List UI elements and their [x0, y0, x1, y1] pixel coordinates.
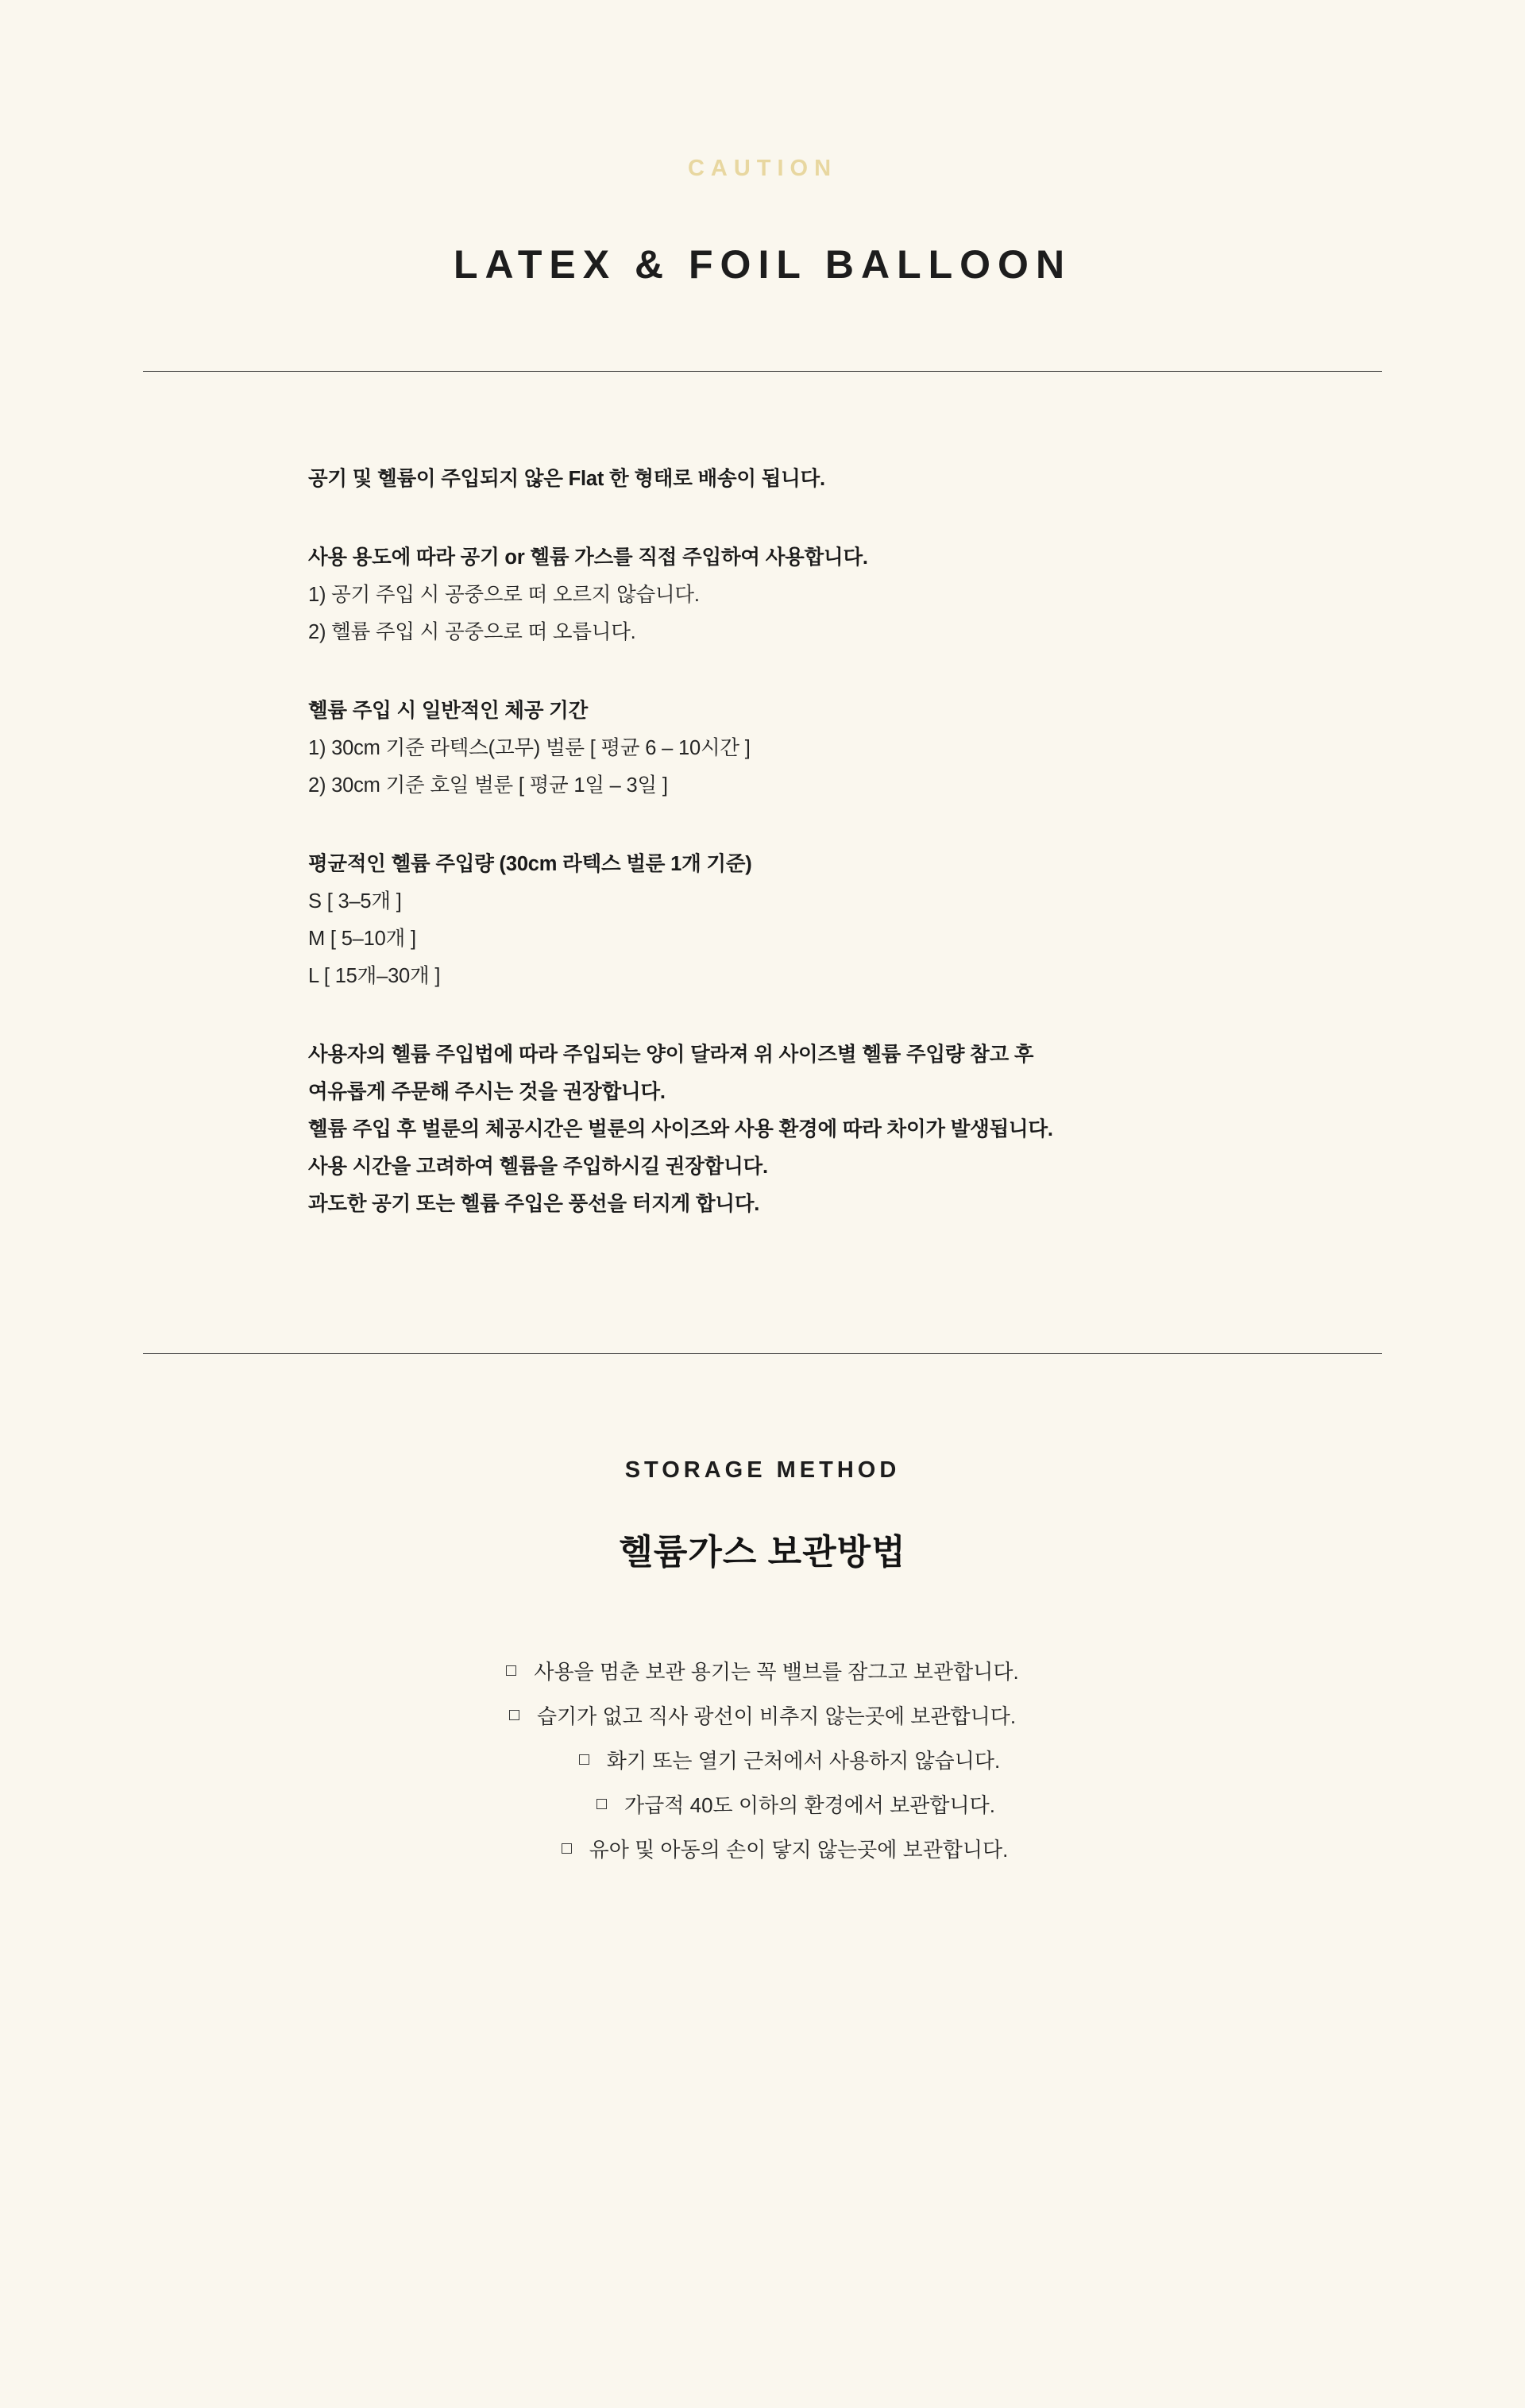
paragraph-line: 1) 공기 주입 시 공중으로 떠 오르지 않습니다. — [308, 584, 700, 606]
list-item — [0, 1783, 1525, 1827]
caution-eyebrow: CAUTION — [687, 156, 838, 181]
list-item-label: 사용을 멈춘 보관 용기는 꼭 밸브를 잠그고 보관합니다. — [534, 1660, 1019, 1684]
paragraph-line: L [ 15개–30개 ] — [308, 965, 441, 987]
paragraph-line: 사용 시간을 고려하여 헬륨을 주입하시길 권장합니다. — [308, 1156, 768, 1178]
paragraph-line: 여유롭게 주문해 주시는 것을 권장합니다. — [308, 1081, 666, 1103]
document-page — [0, 156, 1525, 2408]
list-item — [0, 1694, 1525, 1738]
paragraph — [308, 1036, 1382, 1223]
storage-title: 헬륨가스 보관방법 — [619, 1533, 906, 1572]
bullet-square-icon — [509, 1710, 519, 1720]
paragraph — [308, 539, 1382, 651]
bullet-square-icon — [506, 1665, 516, 1676]
paragraph-line: 헬륨 주입 시 일반적인 체공 기간 — [308, 700, 589, 722]
bullet-square-icon — [579, 1754, 589, 1765]
paragraph-line: 헬륨 주입 후 벌룬의 체공시간은 벌룬의 사이즈와 사용 환경에 따라 차이가 발생됩니다. — [308, 1118, 1053, 1140]
paragraph — [308, 846, 1382, 995]
storage-method-list — [0, 1650, 1525, 1872]
bullet-square-icon — [596, 1799, 607, 1809]
bullet-square-icon — [562, 1843, 572, 1854]
paragraph-line: 평균적인 헬륨 주입량 (30cm 라텍스 벌룬 1개 기준) — [308, 853, 752, 875]
list-item-label: 가급적 40도 이하의 환경에서 보관합니다. — [624, 1793, 995, 1817]
paragraph-line: M [ 5–10개 ] — [308, 928, 416, 950]
paragraph-line: 과도한 공기 또는 헬륨 주입은 풍선을 터지게 합니다. — [308, 1193, 760, 1215]
paragraph-line: 사용자의 헬륨 주입법에 따라 주입되는 양이 달라져 위 사이즈별 헬륨 주입량 참고 후 — [308, 1044, 1034, 1066]
page-title: LATEX & FOIL BALLOON — [453, 242, 1072, 287]
list-item-label: 유아 및 아동의 손이 닿지 않는곳에 보관합니다. — [589, 1838, 1009, 1862]
paragraph — [308, 693, 1382, 805]
paragraph-line: 공기 및 헬륨이 주입되지 않은 Flat 한 형태로 배송이 됩니다. — [308, 468, 825, 490]
paragraph-line: 2) 헬륨 주입 시 공중으로 떠 오릅니다. — [308, 621, 636, 643]
paragraph — [308, 461, 1382, 498]
list-item-label: 화기 또는 열기 근처에서 사용하지 않습니다. — [606, 1749, 1001, 1773]
storage-section — [0, 1354, 1525, 1872]
list-item — [0, 1738, 1525, 1783]
paragraph-line: 사용 용도에 따라 공기 or 헬륨 가스를 직접 주입하여 사용합니다. — [308, 546, 868, 569]
instructions-body — [143, 372, 1382, 1223]
paragraph-line: 1) 30cm 기준 라텍스(고무) 벌룬 [ 평균 6 – 10시간 ] — [308, 737, 751, 759]
paragraph-list — [308, 461, 1382, 1223]
paragraph-line: 2) 30cm 기준 호일 벌룬 [ 평균 1일 – 3일 ] — [308, 774, 668, 797]
list-item — [0, 1827, 1525, 1872]
storage-eyebrow: STORAGE METHOD — [624, 1457, 901, 1483]
paragraph-line: S [ 3–5개 ] — [308, 890, 402, 913]
list-item — [0, 1650, 1525, 1694]
list-item-label: 습기가 없고 직사 광선이 비추지 않는곳에 보관합니다. — [536, 1704, 1017, 1728]
